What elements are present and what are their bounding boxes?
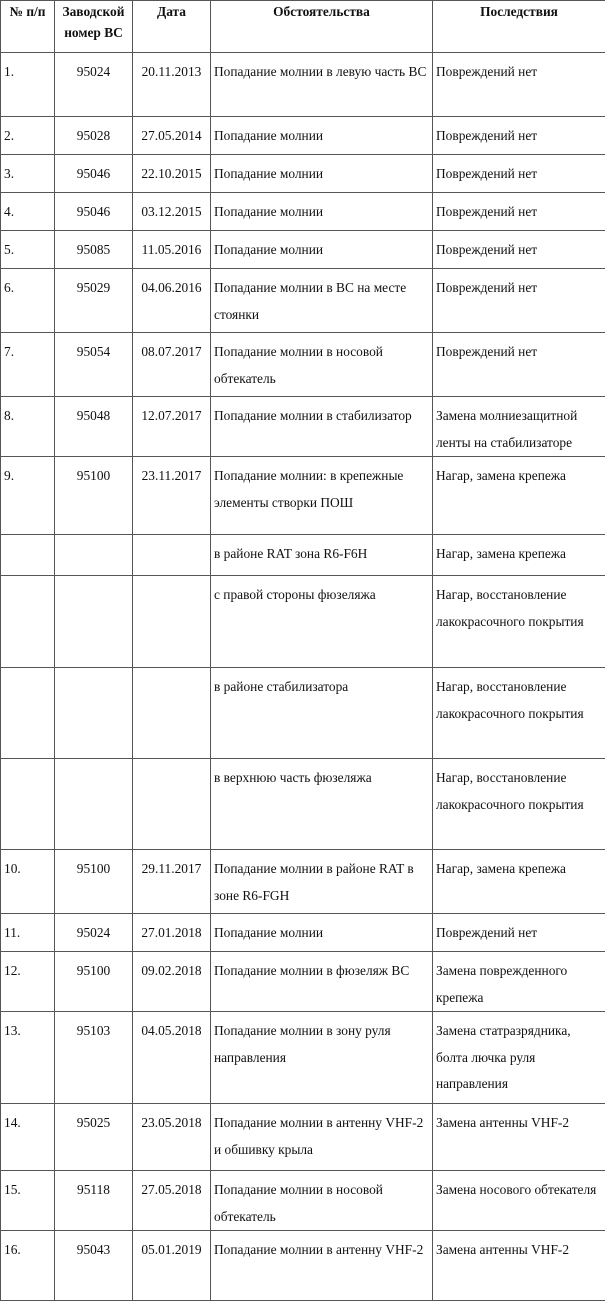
circumstances-cell: Попадание молнии в стабилизатор: [211, 397, 433, 457]
table-row: [1, 397, 605, 457]
table-row: [1, 155, 605, 193]
serial-number-cell: 95100: [55, 952, 133, 1012]
date-cell: [133, 535, 211, 576]
serial-number-cell: 95024: [55, 53, 133, 117]
table-row: [1, 1104, 605, 1171]
consequences-cell: Нагар, восстановление лакокрасочного покрытия: [433, 576, 605, 668]
header-circumstances: Обстоятельства: [211, 1, 433, 53]
table-row: [1, 269, 605, 333]
circumstances-cell: Попадание молнии: [211, 231, 433, 269]
date-cell: [133, 668, 211, 759]
circumstances-cell: с правой стороны фюзеляжа: [211, 576, 433, 668]
row-number: [1, 576, 55, 668]
circumstances-cell: в районе стабилизатора: [211, 668, 433, 759]
table-row: [1, 850, 605, 914]
serial-number-cell: 95054: [55, 333, 133, 397]
consequences-cell: Повреждений нет: [433, 231, 605, 269]
consequences-cell: Повреждений нет: [433, 53, 605, 117]
row-number: 7.: [1, 333, 55, 397]
header-date: Дата: [133, 1, 211, 53]
circumstances-cell: Попадание молнии: [211, 155, 433, 193]
consequences-cell: Замена поврежденного крепежа: [433, 952, 605, 1012]
row-number: 10.: [1, 850, 55, 914]
date-cell: [133, 759, 211, 850]
consequences-cell: Повреждений нет: [433, 193, 605, 231]
table-row: [1, 535, 605, 576]
table-row: [1, 457, 605, 535]
row-number: 2.: [1, 117, 55, 155]
table-row: [1, 952, 605, 1012]
date-cell: 09.02.2018: [133, 952, 211, 1012]
table-row: [1, 1231, 605, 1301]
serial-number-cell: 95043: [55, 1231, 133, 1301]
serial-number-cell: [55, 576, 133, 668]
consequences-cell: Повреждений нет: [433, 117, 605, 155]
header-consequences: Последствия: [433, 1, 605, 53]
date-cell: 08.07.2017: [133, 333, 211, 397]
header-number: № п/п: [1, 1, 55, 53]
row-number: 6.: [1, 269, 55, 333]
circumstances-cell: Попадание молнии в носовой обтекатель: [211, 333, 433, 397]
circumstances-cell: Попадание молнии в зону руля направления: [211, 1012, 433, 1104]
serial-number-cell: 95025: [55, 1104, 133, 1171]
row-number: 15.: [1, 1171, 55, 1231]
consequences-cell: Повреждений нет: [433, 333, 605, 397]
serial-number-cell: [55, 535, 133, 576]
row-number: 14.: [1, 1104, 55, 1171]
row-number: 11.: [1, 914, 55, 952]
row-number: 12.: [1, 952, 55, 1012]
consequences-cell: Замена антенны VHF-2: [433, 1231, 605, 1301]
circumstances-cell: Попадание молнии: [211, 914, 433, 952]
consequences-cell: Нагар, замена крепежа: [433, 457, 605, 535]
serial-number-cell: 95046: [55, 193, 133, 231]
circumstances-cell: Попадание молнии в районе RAT в зоне R6-FGH: [211, 850, 433, 914]
table-row: [1, 668, 605, 759]
table-row: [1, 117, 605, 155]
row-number: 8.: [1, 397, 55, 457]
consequences-cell: Замена носового обтекателя: [433, 1171, 605, 1231]
serial-number-cell: [55, 668, 133, 759]
date-cell: 22.10.2015: [133, 155, 211, 193]
table-row: [1, 333, 605, 397]
table-row: [1, 193, 605, 231]
table-row: [1, 759, 605, 850]
consequences-cell: Замена антенны VHF-2: [433, 1104, 605, 1171]
table-row: [1, 53, 605, 117]
circumstances-cell: в районе RAT зона R6-F6H: [211, 535, 433, 576]
consequences-cell: Нагар, восстановление лакокрасочного покрытия: [433, 759, 605, 850]
row-number: 5.: [1, 231, 55, 269]
date-cell: [133, 576, 211, 668]
row-number: 4.: [1, 193, 55, 231]
consequences-cell: Повреждений нет: [433, 269, 605, 333]
circumstances-cell: Попадание молнии в антенну VHF-2: [211, 1231, 433, 1301]
serial-number-cell: 95118: [55, 1171, 133, 1231]
consequences-cell: Повреждений нет: [433, 155, 605, 193]
date-cell: 27.01.2018: [133, 914, 211, 952]
date-cell: 27.05.2014: [133, 117, 211, 155]
circumstances-cell: Попадание молнии: [211, 193, 433, 231]
serial-number-cell: 95103: [55, 1012, 133, 1104]
table-row: [1, 1012, 605, 1104]
row-number: 13.: [1, 1012, 55, 1104]
date-cell: 04.06.2016: [133, 269, 211, 333]
table-body: [1, 53, 605, 1301]
row-number: 16.: [1, 1231, 55, 1301]
consequences-cell: Замена статразрядника, болта лючка руля направления: [433, 1012, 605, 1104]
date-cell: 05.01.2019: [133, 1231, 211, 1301]
serial-number-cell: 95028: [55, 117, 133, 155]
circumstances-cell: Попадание молнии в левую часть ВС: [211, 53, 433, 117]
serial-number-cell: 95085: [55, 231, 133, 269]
table-row: [1, 231, 605, 269]
consequences-cell: Замена молниезащитной ленты на стабилизаторе: [433, 397, 605, 457]
circumstances-cell: Попадание молнии в фюзеляж ВС: [211, 952, 433, 1012]
header-serial-number: Заводской номер ВС: [55, 1, 133, 53]
date-cell: 11.05.2016: [133, 231, 211, 269]
circumstances-cell: Попадание молнии: [211, 117, 433, 155]
consequences-cell: Нагар, замена крепежа: [433, 535, 605, 576]
circumstances-cell: в верхнюю часть фюзеляжа: [211, 759, 433, 850]
serial-number-cell: 95100: [55, 457, 133, 535]
consequences-cell: Нагар, восстановление лакокрасочного покрытия: [433, 668, 605, 759]
date-cell: 23.11.2017: [133, 457, 211, 535]
serial-number-cell: 95029: [55, 269, 133, 333]
serial-number-cell: [55, 759, 133, 850]
date-cell: 23.05.2018: [133, 1104, 211, 1171]
row-number: 1.: [1, 53, 55, 117]
serial-number-cell: 95046: [55, 155, 133, 193]
date-cell: 03.12.2015: [133, 193, 211, 231]
date-cell: 29.11.2017: [133, 850, 211, 914]
date-cell: 12.07.2017: [133, 397, 211, 457]
serial-number-cell: 95100: [55, 850, 133, 914]
circumstances-cell: Попадание молнии в антенну VHF-2 и обшивку крыла: [211, 1104, 433, 1171]
date-cell: 20.11.2013: [133, 53, 211, 117]
circumstances-cell: Попадание молнии в ВС на месте стоянки: [211, 269, 433, 333]
date-cell: 04.05.2018: [133, 1012, 211, 1104]
row-number: 9.: [1, 457, 55, 535]
circumstances-cell: Попадание молнии в носовой обтекатель: [211, 1171, 433, 1231]
serial-number-cell: 95024: [55, 914, 133, 952]
row-number: 3.: [1, 155, 55, 193]
table-row: [1, 1171, 605, 1231]
serial-number-cell: 95048: [55, 397, 133, 457]
table-header-row: [1, 1, 605, 53]
consequences-cell: Нагар, замена крепежа: [433, 850, 605, 914]
consequences-cell: Повреждений нет: [433, 914, 605, 952]
table-row: [1, 914, 605, 952]
row-number: [1, 759, 55, 850]
row-number: [1, 668, 55, 759]
date-cell: 27.05.2018: [133, 1171, 211, 1231]
circumstances-cell: Попадание молнии: в крепежные элементы створки ПОШ: [211, 457, 433, 535]
table-row: [1, 576, 605, 668]
row-number: [1, 535, 55, 576]
